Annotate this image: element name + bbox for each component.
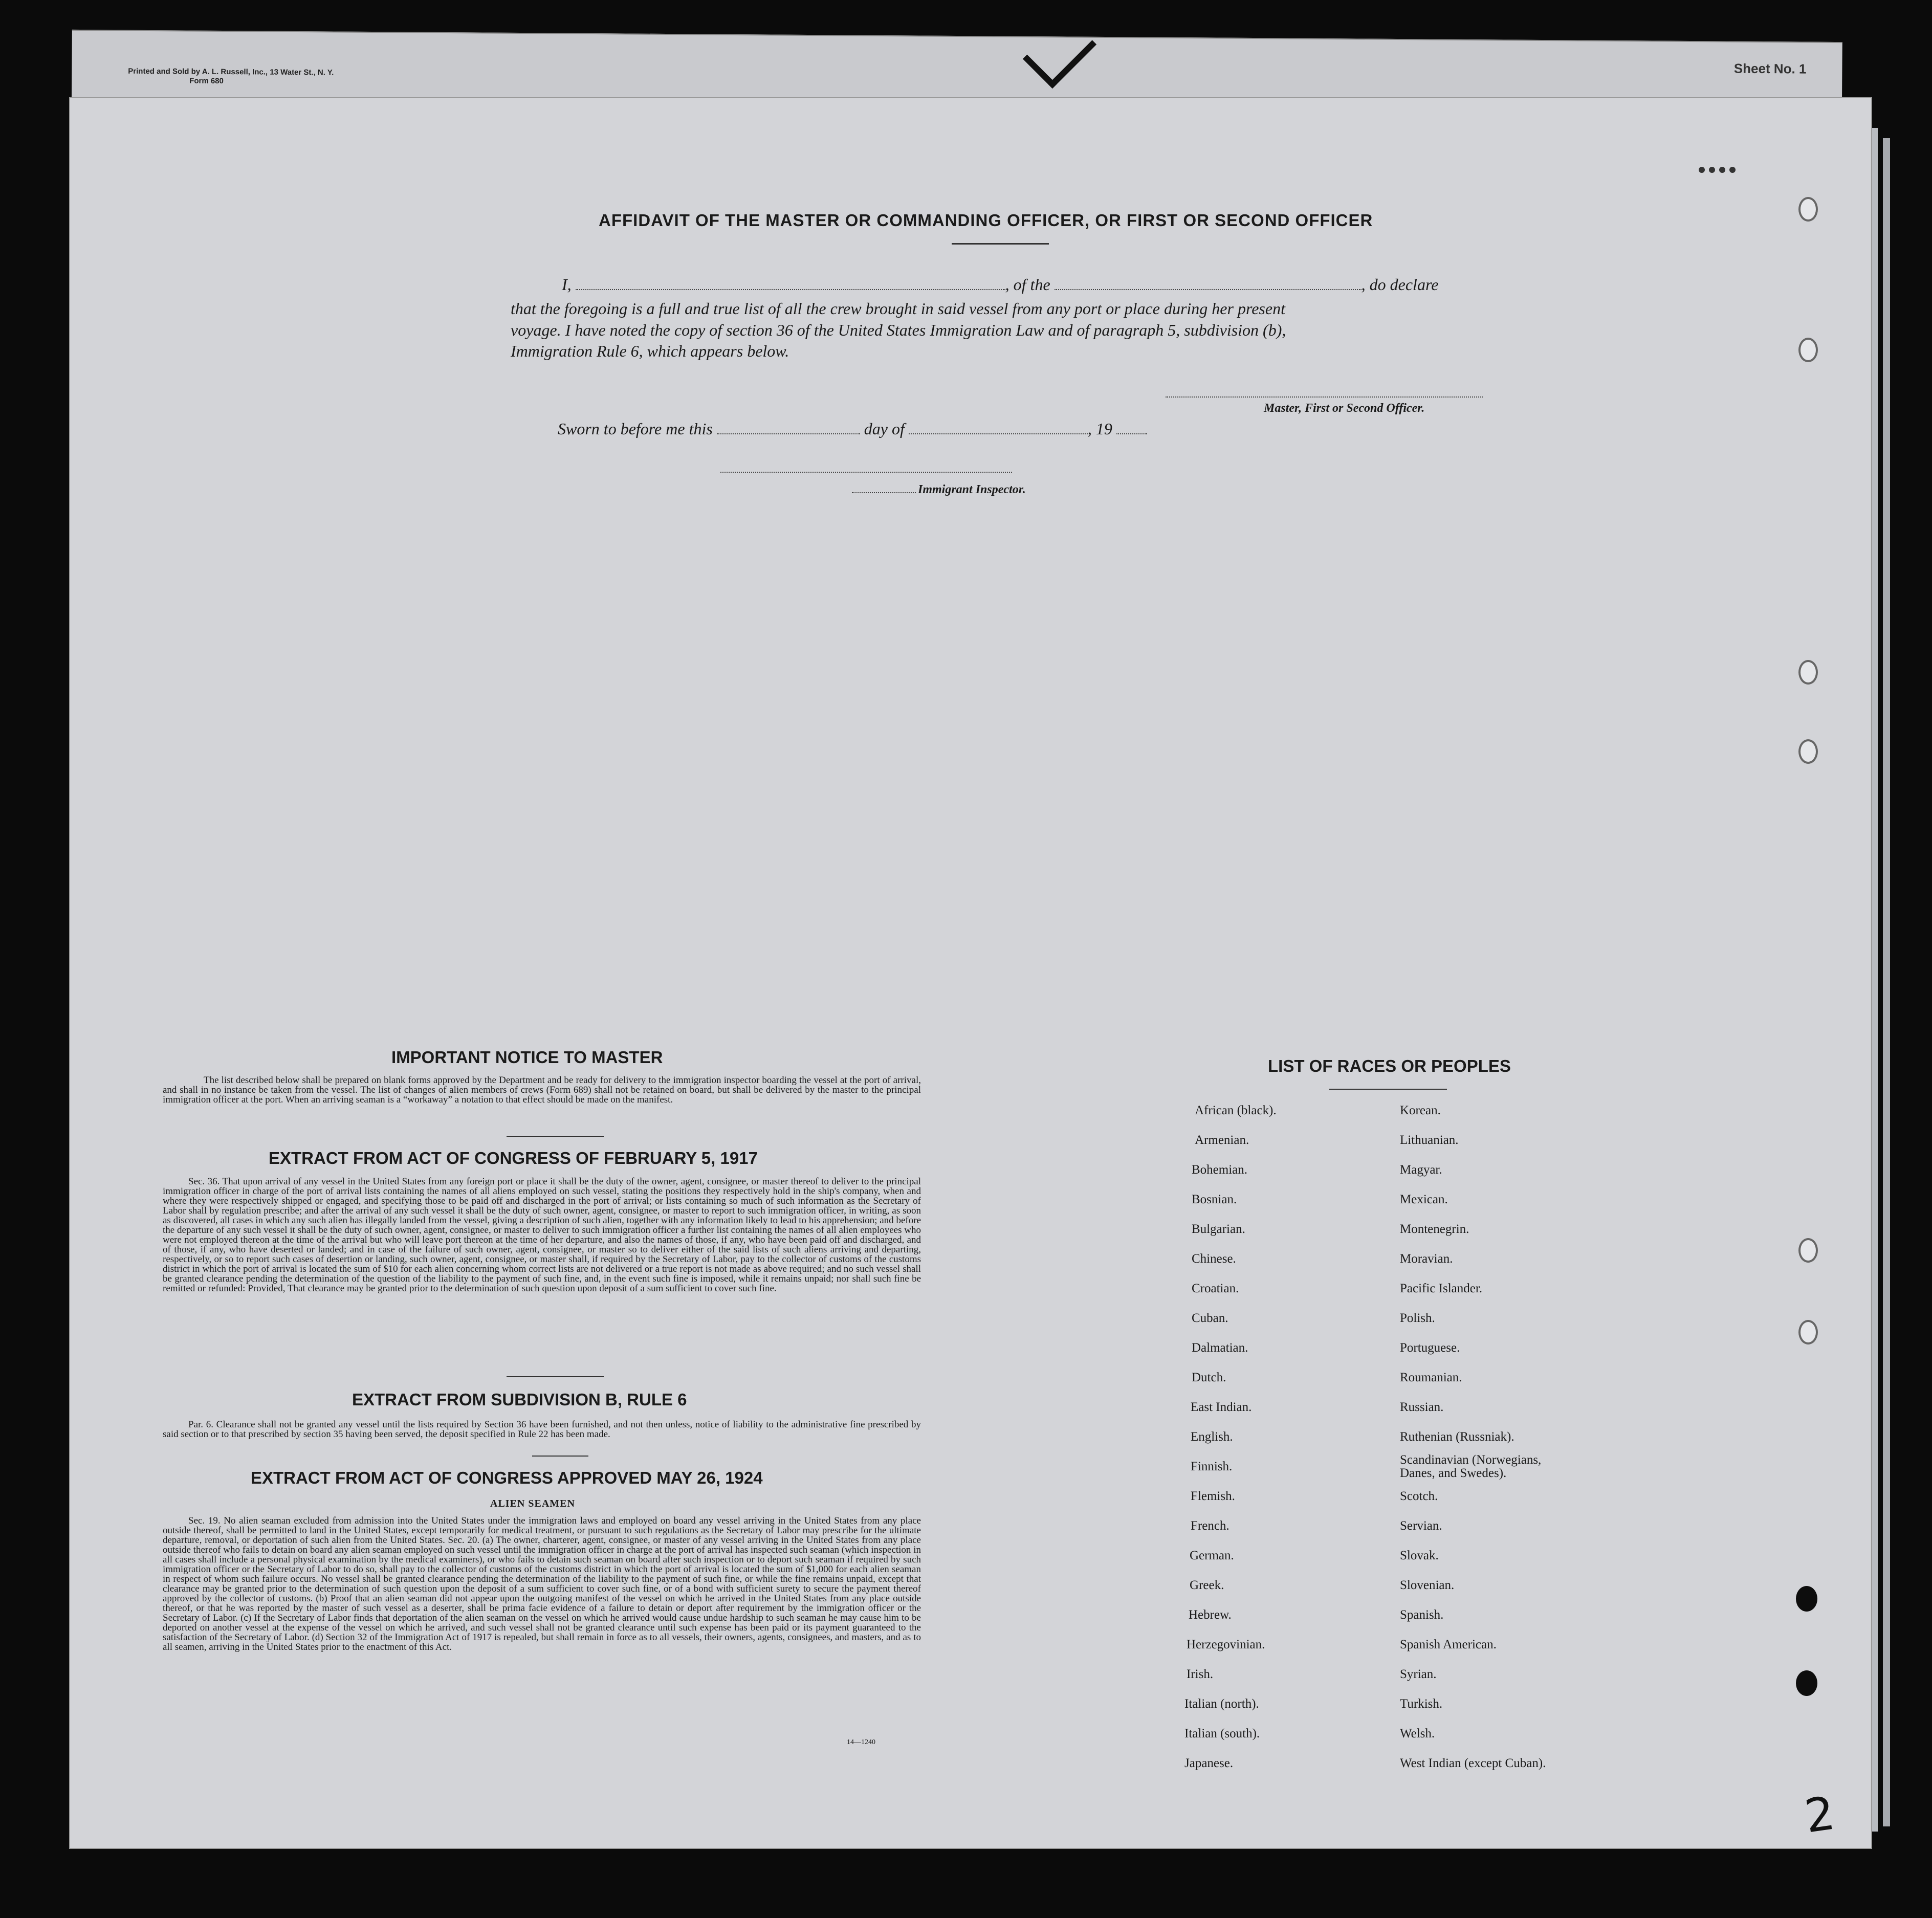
year-blank[interactable] (1116, 422, 1147, 434)
list-item: Magyar. (1400, 1163, 1442, 1177)
punch-hole-icon (1796, 1586, 1817, 1612)
list-item: Turkish. (1400, 1697, 1443, 1711)
races-title: LIST OF RACES OR PEOPLES (1268, 1056, 1511, 1075)
list-item: Croatian. (1192, 1282, 1239, 1295)
extract-1924-subtitle: ALIEN SEAMEN (490, 1498, 575, 1509)
extract-1924-body: Sec. 19. No alien seaman excluded from admission into the United States under the immigration laws and employed on board any vessel arriving in the United States from any place outside thereof, shall be permitted to land in the United States, except temporarily for medical treatment, or pursuant to such regulations as the Secretary of Labor may prescribe for the ultimate departure, removal, or deportation of such alien from the United States. Sec. 20. (a) The owner, charterer, agent, consignee, or master of any vessel arriving in the United States from any place outside thereof who fails to detain on board any alien seaman employed on such vessel until the immigration officer in charge at the port of arrival has inspected such seaman (which inspection in all cases shall include a personal physical examination by the medical examiners), or who fails to detain such seaman on board after such inspection or to deport such seaman if required by such immigration officer or the Secretary of Labor to do so, shall pay to the collector of customs of the customs district in which the port of arrival is located the sum of $1,000 for each alien seaman in respect of whom such failure occurs. No vessel shall be granted clearance pending the determination of the liability to the payment of such fine, or while the fine remains unpaid, except that clearance may be granted prior to the determination of such question upon the deposit of a sum sufficient to cover such fine, or of a bond with sufficient surety to secure the payment thereof approved by the collector of customs. (b) Proof that an alien seaman did not appear upon the outgoing manifest of the vessel on which he arrived in the United States from any place outside thereof, or that he was reported by the master of such vessel as a deserter, shall be prima facie evidence of a failure to detain or deport after requirement by the immigration officer or the Secretary of Labor. (c) If the Secretary of Labor finds that deportation of the alien seaman on the vessel on which he arrived would cause undue hardship to such seaman he may cause him to be deported on another vessel at the expense of the vessel on which he arrived, and such vessel shall not be granted clearance until such expense has been paid or its payment guaranteed to the satisfaction of the Secretary of Labor. (d) Section 32 of the Immigration Act of 1917 is repealed, but shall remain in force as to all vessels, their owners, agents, consignees, and masters, and as to all seamen, arriving in the United States prior to the enactment of this Act. (163, 1515, 921, 1652)
list-item: Polish. (1400, 1311, 1435, 1325)
punch-hole-icon (1798, 1238, 1818, 1263)
list-item: East Indian. (1191, 1400, 1252, 1414)
punch-hole-icon (1798, 660, 1818, 685)
section-divider (507, 1136, 604, 1137)
affidavit-title: AFFIDAVIT OF THE MASTER OR COMMANDING OFFICER, OR FIRST OR SECOND OFFICER (599, 211, 1373, 230)
list-item: Mexican. (1400, 1193, 1448, 1206)
inspector-caption: Immigrant Inspector. (852, 483, 1026, 497)
page-edge (1883, 138, 1890, 1826)
list-item: Spanish American. (1400, 1638, 1497, 1651)
list-item: Spanish. (1400, 1608, 1444, 1622)
list-item: Herzegovinian. (1187, 1638, 1265, 1651)
rule6-body: Par. 6. Clearance shall not be granted any vessel until the lists required by Section 36 have been furnished, and not then unless, notice of liability to the administrative fine prescribed by said section or to that prescribed by section 35 having been served, the deposit specified in Rule 22 has been made. (163, 1419, 921, 1440)
punch-hole-icon (1798, 338, 1818, 362)
list-item: African (black). (1195, 1104, 1277, 1117)
vessel-blank[interactable] (1055, 278, 1362, 290)
extract-1917-title: EXTRACT FROM ACT OF CONGRESS OF FEBRUARY 5, 1917 (269, 1149, 758, 1167)
list-item: Hebrew. (1189, 1608, 1232, 1622)
list-item: Greek. (1190, 1578, 1224, 1592)
affidavit-line-3: voyage. I have noted the copy of section 36 of the United States Immigration Law and of paragraph 5, subdivision (b), (511, 321, 1286, 339)
list-item: Finnish. (1191, 1460, 1233, 1473)
list-item: Armenian. (1195, 1133, 1249, 1147)
month-blank[interactable] (909, 422, 1088, 434)
affidavit-line-1: I, , of the , do declare (562, 275, 1439, 294)
list-item: Syrian. (1400, 1667, 1437, 1681)
affidavit-line-2: that the foregoing is a full and true list of all the crew brought in said vessel from any port or place during her present (511, 299, 1285, 318)
list-item: Irish. (1187, 1667, 1214, 1681)
list-item: Montenegrin. (1400, 1222, 1469, 1236)
inspector-signature-line[interactable] (720, 471, 1012, 473)
list-item: Slovak. (1400, 1549, 1439, 1562)
form-code: 14—1240 (847, 1738, 875, 1746)
list-item: Cuban. (1192, 1311, 1228, 1325)
signer-caption: Master, First or Second Officer. (1264, 402, 1425, 415)
extract-1924-title: EXTRACT FROM ACT OF CONGRESS APPROVED MAY 26, 1924 (251, 1468, 763, 1487)
punch-hole-icon (1796, 1670, 1817, 1696)
list-item: Bosnian. (1192, 1193, 1237, 1206)
list-item: Scandinavian (Norwegians, Danes, and Swedes). (1400, 1453, 1542, 1480)
list-item: Moravian. (1400, 1252, 1453, 1266)
list-item: Dalmatian. (1192, 1341, 1248, 1355)
list-item: Scotch. (1400, 1489, 1438, 1503)
affidavit-line-4: Immigration Rule 6, which appears below. (511, 342, 789, 360)
list-item: Dutch. (1192, 1371, 1226, 1384)
list-item: English. (1191, 1430, 1233, 1444)
list-item: Bulgarian. (1192, 1222, 1245, 1236)
list-item: Ruthenian (Russniak). (1400, 1430, 1514, 1444)
list-item: Pacific Islander. (1400, 1282, 1483, 1295)
name-blank[interactable] (576, 278, 1005, 290)
list-item: Chinese. (1192, 1252, 1236, 1266)
list-item: Flemish. (1191, 1489, 1235, 1503)
section-divider (507, 1376, 604, 1377)
list-item: Russian. (1400, 1400, 1444, 1414)
list-item: Lithuanian. (1400, 1133, 1459, 1147)
list-item: Bohemian. (1192, 1163, 1248, 1177)
list-item: German. (1190, 1549, 1234, 1562)
day-blank[interactable] (717, 422, 860, 434)
list-item: Slovenian. (1400, 1578, 1455, 1592)
sworn-line: Sworn to before me this day of , 19 (558, 420, 1147, 438)
punch-hole-icon (1798, 197, 1818, 222)
list-item: Welsh. (1400, 1727, 1435, 1740)
list-item: Portuguese. (1400, 1341, 1460, 1355)
signature-line[interactable] (1166, 395, 1483, 398)
extract-1917-body: Sec. 36. That upon arrival of any vessel in the United States from any foreign port or place it shall be the duty of the owner, agent, consignee, or master thereof to deliver to the principal immigration officer in charge of the port of arrival lists containing the names of all aliens employed on such vessel, stating the positions they respectively hold in the ship's company, when and where they were respectively shipped or engaged, and specifying those to be paid off and discharged in the port of arrival; or lists containing so much of such information as the Secretary of Labor shall by regulation prescribe; and after the arrival of any such vessel it shall be the duty of such owner, agent, consignee, or master to report to such immigration officer, in writing, as soon as discovered, all cases in which any such alien has illegally landed from the vessel, giving a description of such alien, together with any information likely to lead to his apprehension; and before the departure of any such vessel it shall be the duty of such owner, agent, consignee, or master to deliver to such immigration officer a further list containing the names of all alien employees who were not employed thereon at the time of the arrival but who will leave port thereon at the time of her departure, and also the names of those, if any, who have been paid off and discharged, and of those, if any, who have deserted or landed; and in case of the failure of such owner, agent, consignee, or master so to deliver either of the said lists of such aliens arriving and departing, respectively, or so to report such cases of desertion or landing, such owner, agent, consignee, or master shall, if required by the Secretary of Labor, pay to the collector of customs of the customs district in which the port of arrival is located the sum of $10 for each alien concerning whom correct lists are not delivered or a true report is not made as above required; and no such vessel shall be granted clearance pending the determination of the question of the liability to the payment of such fine, and, in the event such fine is imposed, while it remains unpaid; nor shall such fine be remitted or refunded: Provided, That clearance may be granted prior to the determination of such question upon deposit of a sum sufficient to cover such fine. (163, 1176, 921, 1294)
list-item: Italian (north). (1184, 1697, 1259, 1711)
rule6-title: EXTRACT FROM SUBDIVISION B, RULE 6 (352, 1390, 687, 1409)
ink-marks (1699, 166, 1760, 177)
notice-title: IMPORTANT NOTICE TO MASTER (391, 1048, 663, 1067)
list-item: West Indian (except Cuban). (1400, 1756, 1546, 1770)
title-divider (952, 243, 1049, 245)
list-item: Servian. (1400, 1519, 1442, 1533)
handwritten-page-number: 2 (1801, 1786, 1838, 1844)
punch-hole-icon (1798, 1320, 1818, 1344)
list-item: Roumanian. (1400, 1371, 1462, 1384)
punch-hole-icon (1798, 739, 1818, 764)
section-divider (532, 1456, 588, 1457)
list-item: Italian (south). (1184, 1727, 1260, 1740)
races-divider (1329, 1089, 1447, 1090)
sheet-number: Sheet No. 1 (1733, 60, 1807, 77)
notice-body: The list described below shall be prepared on blank forms approved by the Department and be ready for delivery to the immigration inspector boarding the vessel at the port of arrival, and shall in no instance be taken from the vessel. The list of changes of alien members of crews (Form 689) shall not be retained on board, but shall be delivered by the master to the principal immigration officer at the port. When an arriving seaman is a “workaway” a notation to that effect should be made on the manifest. (163, 1075, 921, 1105)
list-item: French. (1191, 1519, 1230, 1533)
printer-imprint: Printed and Sold by A. L. Russell, Inc., 13 Water St., N. Y. Form 680 (128, 67, 334, 85)
list-item: Korean. (1400, 1104, 1441, 1117)
list-item: Japanese. (1184, 1756, 1234, 1770)
